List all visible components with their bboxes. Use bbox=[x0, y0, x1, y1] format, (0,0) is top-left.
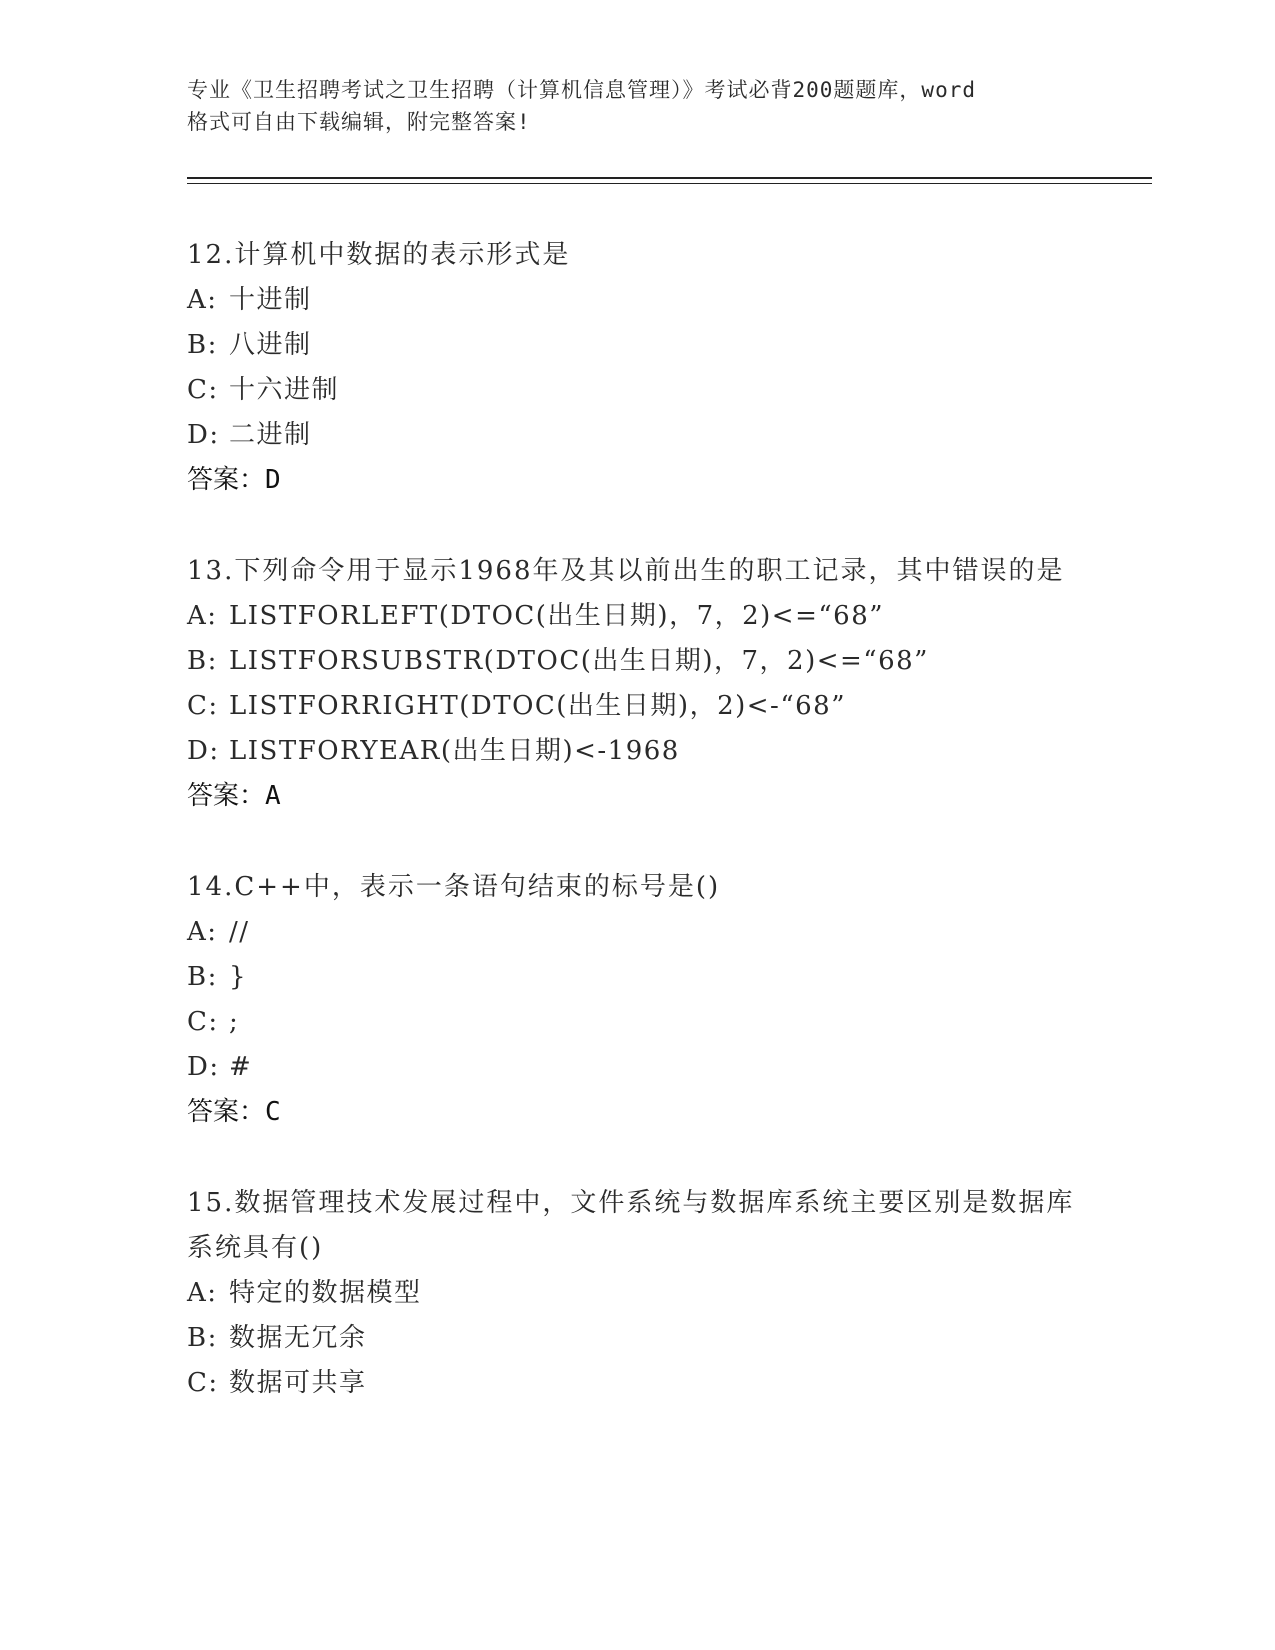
option-letter: A: bbox=[187, 601, 218, 631]
option-a bbox=[187, 910, 1087, 955]
option-text: # bbox=[229, 1052, 253, 1082]
question-15 bbox=[187, 1181, 1087, 1406]
option-letter: B: bbox=[187, 962, 218, 992]
option-letter: C: bbox=[187, 1368, 219, 1398]
question-14 bbox=[187, 865, 1087, 1135]
option-text: 数据可共享 bbox=[229, 1368, 367, 1398]
option-text: 二进制 bbox=[229, 420, 312, 450]
question-list bbox=[187, 233, 1087, 1452]
question-stem: 13.下列命令用于显示1968年及其以前出生的职工记录，其中错误的是 bbox=[187, 556, 1065, 586]
option-text: LISTFORRIGHT(DTOC(出生日期)，2)<-“68” bbox=[229, 691, 847, 721]
option-letter: C: bbox=[187, 691, 219, 721]
header-divider-thin bbox=[187, 183, 1152, 184]
option-b bbox=[187, 639, 1087, 684]
option-letter: A: bbox=[187, 1278, 218, 1308]
option-d bbox=[187, 1045, 1087, 1090]
question-12 bbox=[187, 233, 1087, 503]
option-text: 十六进制 bbox=[229, 375, 340, 405]
option-b bbox=[187, 323, 1087, 368]
option-letter: C: bbox=[187, 375, 219, 405]
option-text: 十进制 bbox=[229, 285, 312, 315]
question-13 bbox=[187, 549, 1087, 819]
option-letter: D: bbox=[187, 736, 220, 766]
option-c bbox=[187, 1361, 1087, 1406]
option-letter: B: bbox=[187, 330, 218, 360]
header-line-2: 格式可自由下载编辑，附完整答案! bbox=[187, 110, 531, 134]
document-header bbox=[187, 74, 1087, 138]
question-stem: 15.数据管理技术发展过程中，文件系统与数据库系统主要区别是数据库系统具有() bbox=[187, 1188, 1075, 1263]
option-letter: B: bbox=[187, 646, 218, 676]
answer: 答案：C bbox=[187, 1097, 281, 1127]
header-divider-thick bbox=[187, 177, 1152, 179]
option-text: LISTFORSUBSTR(DTOC(出生日期)，7，2)<=“68” bbox=[229, 646, 929, 676]
option-a bbox=[187, 1271, 1087, 1316]
header-line-1: 专业《卫生招聘考试之卫生招聘（计算机信息管理）》考试必背200题题库，word bbox=[187, 78, 976, 102]
option-a bbox=[187, 594, 1087, 639]
option-text: ; bbox=[229, 1007, 240, 1037]
option-text: LISTFORLEFT(DTOC(出生日期)，7，2)<=“68” bbox=[229, 601, 885, 631]
option-c bbox=[187, 684, 1087, 729]
option-text: 特定的数据模型 bbox=[229, 1278, 422, 1308]
question-stem: 14.C++中，表示一条语句结束的标号是() bbox=[187, 872, 721, 902]
option-a bbox=[187, 278, 1087, 323]
option-b bbox=[187, 955, 1087, 1000]
option-letter: D: bbox=[187, 1052, 220, 1082]
option-c bbox=[187, 368, 1087, 413]
option-text: 数据无冗余 bbox=[229, 1323, 367, 1353]
option-letter: C: bbox=[187, 1007, 219, 1037]
option-c bbox=[187, 1000, 1087, 1045]
option-letter: A: bbox=[187, 917, 218, 947]
option-d bbox=[187, 413, 1087, 458]
answer: 答案：A bbox=[187, 781, 281, 811]
option-letter: A: bbox=[187, 285, 218, 315]
option-letter: D: bbox=[187, 420, 220, 450]
option-b bbox=[187, 1316, 1087, 1361]
option-text: // bbox=[229, 917, 250, 947]
option-text: 八进制 bbox=[229, 330, 312, 360]
option-text: LISTFORYEAR(出生日期)<-1968 bbox=[229, 736, 680, 766]
option-letter: B: bbox=[187, 1323, 218, 1353]
answer: 答案：D bbox=[187, 465, 281, 495]
question-stem: 12.计算机中数据的表示形式是 bbox=[187, 240, 571, 270]
option-text: } bbox=[229, 962, 248, 992]
option-d bbox=[187, 729, 1087, 774]
